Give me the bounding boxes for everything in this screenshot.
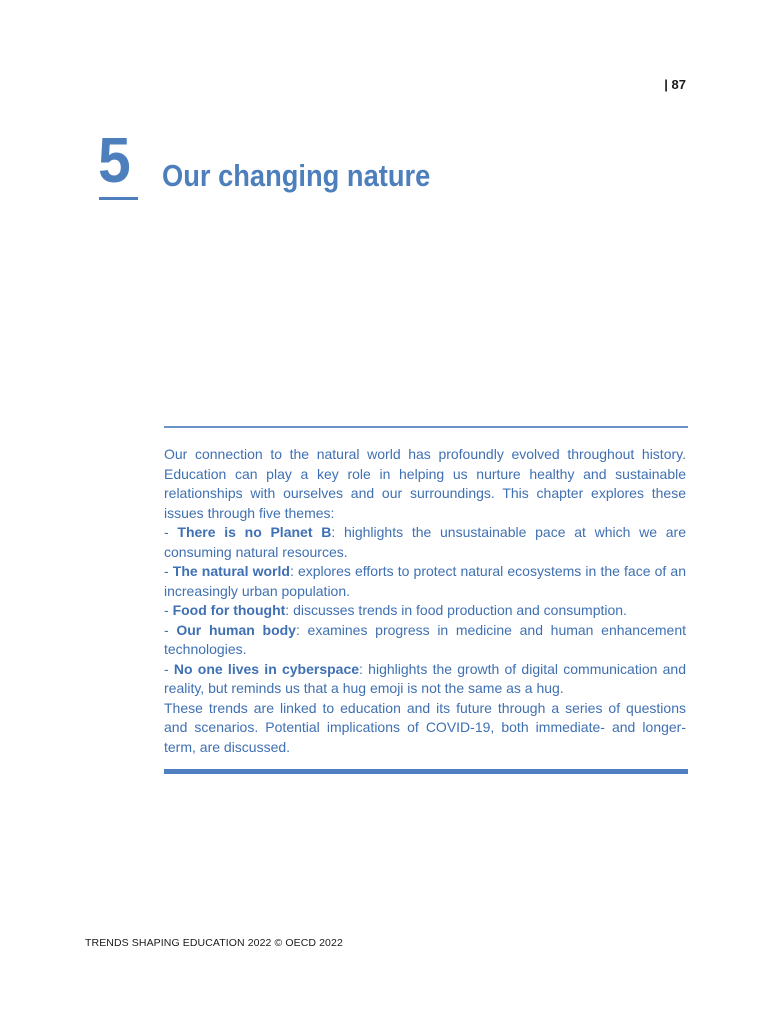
theme-prefix: - <box>164 524 178 540</box>
theme-name: There is no Planet B <box>177 524 332 540</box>
theme-item <box>164 562 686 601</box>
theme-item <box>164 601 686 621</box>
theme-prefix: - <box>164 563 173 579</box>
theme-name: Food for thought <box>172 602 286 618</box>
theme-name: The natural world <box>172 563 290 579</box>
page-footer: TRENDS SHAPING EDUCATION 2022 © OECD 2022 <box>85 937 343 949</box>
theme-text: : explores efforts to protect natural ecosystems in the face of an increasingly urban population. <box>164 563 686 599</box>
abstract-intro: Our connection to the natural world has profoundly evolved throughout history. Education can play a key role in helping us nurture healthy and sustainable relationships with ourselves and our surroundings. This chapter explores these issues through five themes: <box>164 446 686 521</box>
theme-name: Our human body <box>176 621 296 638</box>
theme-text: : examines progress in medicine and human enhancement technologies. <box>164 621 687 657</box>
theme-item <box>164 523 686 562</box>
theme-prefix: - <box>164 621 177 638</box>
abstract-closing: These trends are linked to education and its future through a series of questions and scenarios. Potential implications of COVID-19, both immediate- and longer-term, are discussed. <box>164 699 686 755</box>
theme-text: : highlights the growth of digital communication and reality, but reminds us that a hug emoji is not the same as a hug. <box>164 660 686 696</box>
chapter-title: Our changing nature <box>162 158 431 193</box>
chapter-abstract <box>164 445 686 757</box>
theme-prefix: - <box>164 602 173 618</box>
chapter-number-underline <box>99 197 138 200</box>
chapter-number: 5 <box>98 124 131 196</box>
theme-item <box>164 660 686 699</box>
abstract-bottom-rule <box>164 769 688 774</box>
theme-item <box>164 621 686 660</box>
page-number: | 87 <box>664 77 686 92</box>
abstract-top-rule <box>164 426 688 428</box>
theme-name: No one lives in cyberspace <box>173 660 360 677</box>
theme-prefix: - <box>164 660 174 677</box>
theme-text: : highlights the unsustainable pace at which we are consuming natural resources. <box>164 524 686 560</box>
theme-text: : discusses trends in food production and consumption. <box>285 602 627 618</box>
